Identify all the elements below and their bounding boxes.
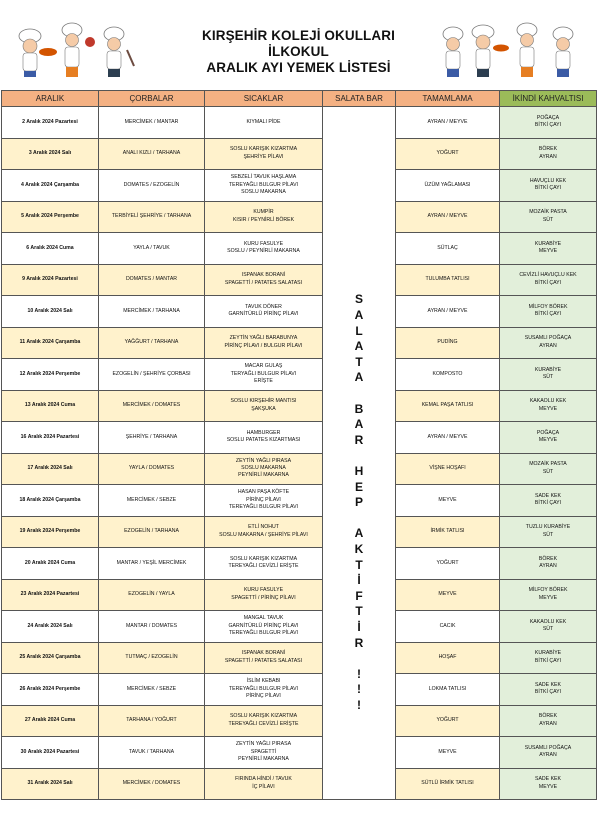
menu-row bbox=[2, 705, 597, 737]
date-cell: 6 Aralık 2024 Cuma bbox=[2, 233, 99, 265]
snack-line: CEVİZLİ HAVUÇLU KEK bbox=[519, 272, 577, 279]
snack-line: MOZAİK PASTA bbox=[529, 209, 567, 216]
soup-cell: MERCİMEK / SEBZE bbox=[99, 485, 205, 517]
extra-cell: AYRAN / MEYVE bbox=[396, 422, 500, 454]
hot-dish-line: TEREYAĞLI BULGUR PİLAVI bbox=[229, 181, 298, 188]
menu-row bbox=[2, 107, 597, 139]
extra-cell: YOĞURT bbox=[396, 548, 500, 580]
hot-dish-line: KUMPİR bbox=[253, 209, 274, 216]
table-header-row bbox=[2, 91, 597, 107]
hot-dish-line: SOSLU MAKARNA bbox=[241, 465, 286, 472]
salad-bar-letter: R bbox=[354, 635, 364, 650]
hot-dish-cell bbox=[205, 642, 323, 674]
hot-dish-line: SPAGETTİ / PATATES SALATASI bbox=[224, 279, 303, 286]
hot-dish-line: SPAGETTİ / PİRİNÇ PİLAVI bbox=[231, 594, 296, 601]
date-cell: 24 Aralık 2024 Salı bbox=[2, 611, 99, 643]
afternoon-snack-cell bbox=[500, 201, 597, 233]
afternoon-snack-cell bbox=[500, 674, 597, 706]
hot-dish-cell bbox=[205, 485, 323, 517]
afternoon-snack-cell bbox=[500, 768, 597, 800]
snack-line: KURABİYE bbox=[534, 650, 562, 657]
menu-row bbox=[2, 516, 597, 548]
hot-dish-line: SOSLU / PEYNİRLİ MAKARNA bbox=[227, 248, 300, 255]
afternoon-snack-cell bbox=[500, 453, 597, 485]
date-cell: 31 Aralık 2024 Salı bbox=[2, 768, 99, 800]
hot-dish-line: PİRİNÇ PİLAVI / BULGUR PİLAVI bbox=[224, 342, 303, 349]
soup-cell: MANTAR / YEŞİL MERCİMEK bbox=[99, 548, 205, 580]
hot-dish-line: TEREYAĞLI CEVİZLİ ERİŞTE bbox=[228, 720, 299, 727]
afternoon-snack-cell bbox=[500, 705, 597, 737]
extra-cell: AYRAN / MEYVE bbox=[396, 201, 500, 233]
afternoon-snack-cell bbox=[500, 642, 597, 674]
hot-dish-line: PEYNİRLİ MAKARNA bbox=[238, 472, 289, 479]
hot-dish-line: SOSLU MAKARNA bbox=[241, 188, 286, 195]
header-soup: ÇORBALAR bbox=[99, 91, 205, 107]
snack-line: MEYVE bbox=[538, 437, 558, 444]
hot-dish-line: MANGAL TAVUK bbox=[243, 615, 284, 622]
snack-line: SADE KEK bbox=[535, 681, 561, 688]
extra-cell: KEMAL PAŞA TATLISI bbox=[396, 390, 500, 422]
afternoon-snack-cell bbox=[500, 737, 597, 769]
school-section: İLKOKUL bbox=[268, 44, 329, 59]
hot-dish-line: ERİŞTE bbox=[254, 377, 273, 384]
snack-line: MEYVE bbox=[538, 248, 558, 255]
hot-dish-cell bbox=[205, 453, 323, 485]
soup-cell: EZOGELİN / TARHANA bbox=[99, 516, 205, 548]
date-cell: 26 Aralık 2024 Perşembe bbox=[2, 674, 99, 706]
snack-line: BÖREK bbox=[538, 146, 558, 153]
soup-cell: ŞEHRİYE / TARHANA bbox=[99, 422, 205, 454]
salad-bar-letter: T bbox=[355, 354, 363, 369]
hot-dish-line: PEYNİRLİ MAKARNA bbox=[238, 755, 289, 762]
afternoon-snack-cell bbox=[500, 327, 597, 359]
snack-line: BÖREK bbox=[538, 713, 558, 720]
snack-line: BÖREK bbox=[538, 555, 558, 562]
hot-dish-cell bbox=[205, 705, 323, 737]
date-cell: 23 Aralık 2024 Pazartesi bbox=[2, 579, 99, 611]
date-cell: 27 Aralık 2024 Cuma bbox=[2, 705, 99, 737]
snack-line: KURABİYE bbox=[534, 366, 562, 373]
salad-bar-letter: T bbox=[355, 604, 363, 619]
hot-dish-line: ISPANAK BORANİ bbox=[241, 272, 286, 279]
salad-bar-letter: F bbox=[355, 588, 363, 603]
menu-row bbox=[2, 264, 597, 296]
date-cell: 3 Aralık 2024 Salı bbox=[2, 138, 99, 170]
school-name: KIRŞEHİR KOLEJİ OKULLARI bbox=[202, 28, 395, 43]
salad-bar-letter: L bbox=[355, 323, 363, 338]
snack-line: KAKAOLU KEK bbox=[529, 398, 567, 405]
hot-dish-cell bbox=[205, 674, 323, 706]
snack-line: POĞAÇA bbox=[536, 429, 560, 436]
menu-row bbox=[2, 674, 597, 706]
hot-dish-line: MACAR GULAŞ bbox=[244, 363, 283, 370]
date-cell: 25 Aralık 2024 Çarşamba bbox=[2, 642, 99, 674]
snack-line: AYRAN bbox=[539, 563, 557, 570]
hot-dish-line: ZEYTİN YAĞLI PIRASA bbox=[235, 457, 292, 464]
soup-cell: MERCİMEK / DOMATES bbox=[99, 390, 205, 422]
menu-row bbox=[2, 642, 597, 674]
snack-line: MOZAİK PASTA bbox=[529, 461, 567, 468]
salad-bar-letter: ! bbox=[357, 666, 361, 681]
hot-dish-cell bbox=[205, 327, 323, 359]
hot-dish-line: GARNİTÜRLÜ PİRİNÇ PİLAVI bbox=[228, 311, 299, 318]
snack-line: SÜT bbox=[542, 216, 554, 223]
date-cell: 16 Aralık 2024 Pazartesi bbox=[2, 422, 99, 454]
soup-cell: YAYLA / TAVUK bbox=[99, 233, 205, 265]
hot-dish-line: TEREYAĞLI CEVİZLİ ERİŞTE bbox=[228, 563, 299, 570]
soup-cell: MERCİMEK / TARHANA bbox=[99, 296, 205, 328]
afternoon-snack-cell bbox=[500, 264, 597, 296]
hot-dish-line: HASAN PAŞA KÖFTE bbox=[237, 489, 290, 496]
extra-cell: TULUMBA TATLISI bbox=[396, 264, 500, 296]
hot-dish-line: TERYAĞLI BULGUR PİLAVI bbox=[230, 370, 297, 377]
hot-dish-line: KURU FASULYE bbox=[243, 240, 284, 247]
page-header bbox=[0, 0, 597, 90]
snack-line: BİTKİ ÇAYI bbox=[534, 689, 562, 696]
afternoon-snack-cell bbox=[500, 548, 597, 580]
page-title: ARALIK AYI YEMEK LİSTESİ bbox=[206, 60, 391, 75]
afternoon-snack-cell bbox=[500, 422, 597, 454]
snack-line: SÜT bbox=[542, 374, 554, 381]
snack-line: SÜT bbox=[542, 468, 554, 475]
menu-table bbox=[1, 90, 597, 800]
menu-row bbox=[2, 453, 597, 485]
afternoon-snack-cell bbox=[500, 611, 597, 643]
extra-cell: MEYVE bbox=[396, 579, 500, 611]
snack-line: POĞAÇA bbox=[536, 114, 560, 121]
extra-cell: MEYVE bbox=[396, 737, 500, 769]
snack-line: SÜT bbox=[542, 531, 554, 538]
afternoon-snack-cell bbox=[500, 138, 597, 170]
hot-dish-line: SOSLU KARIŞIK KIZARTMA bbox=[229, 146, 298, 153]
afternoon-snack-cell bbox=[500, 296, 597, 328]
hot-dish-cell bbox=[205, 768, 323, 800]
extra-cell: MEYVE bbox=[396, 485, 500, 517]
salad-bar-letter: R bbox=[354, 432, 364, 447]
hot-dish-cell bbox=[205, 611, 323, 643]
soup-cell: TUTMAÇ / EZOGELİN bbox=[99, 642, 205, 674]
extra-cell: LOKMA TATLISI bbox=[396, 674, 500, 706]
extra-cell: AYRAN / MEYVE bbox=[396, 107, 500, 139]
extra-cell: AYRAN / MEYVE bbox=[396, 296, 500, 328]
menu-row bbox=[2, 768, 597, 800]
hot-dish-cell bbox=[205, 390, 323, 422]
header-extra: TAMAMLAMA bbox=[396, 91, 500, 107]
afternoon-snack-cell bbox=[500, 233, 597, 265]
snack-line: AYRAN bbox=[539, 153, 557, 160]
hot-dish-line: SOSLU MAKARNA / ŞEHRİYE PİLAVI bbox=[219, 531, 308, 538]
hot-dish-line: TAVUK DÖNER bbox=[245, 303, 282, 310]
date-cell: 20 Aralık 2024 Cuma bbox=[2, 548, 99, 580]
snack-line: AYRAN bbox=[539, 720, 557, 727]
date-cell: 18 Aralık 2024 Çarşamba bbox=[2, 485, 99, 517]
menu-body bbox=[2, 107, 597, 800]
extra-cell: KOMPOSTO bbox=[396, 359, 500, 391]
date-cell: 19 Aralık 2024 Perşembe bbox=[2, 516, 99, 548]
afternoon-snack-cell bbox=[500, 359, 597, 391]
hot-dish-line: PİRİNÇ PİLAVI bbox=[246, 692, 281, 699]
hot-dish-line: KIYMALI PİDE bbox=[246, 118, 281, 125]
hot-dish-cell bbox=[205, 138, 323, 170]
snack-line: MEYVE bbox=[538, 405, 558, 412]
header-afternoon-snack: İKİNDİ KAHVALTISI bbox=[500, 91, 597, 107]
hot-dish-cell bbox=[205, 737, 323, 769]
hot-dish-line: TEREYAĞLI BULGUR PİLAVI bbox=[229, 503, 298, 510]
hot-dish-cell bbox=[205, 296, 323, 328]
hot-dish-line: İÇ PİLAVI bbox=[252, 783, 275, 790]
snack-line: KURABİYE bbox=[534, 240, 562, 247]
snack-line: MEYVE bbox=[538, 594, 558, 601]
soup-cell: YAĞĞURT / TARHANA bbox=[99, 327, 205, 359]
afternoon-snack-cell bbox=[500, 170, 597, 202]
snack-line: MİLFOY BÖREK bbox=[528, 303, 568, 310]
hot-dish-cell bbox=[205, 264, 323, 296]
hot-dish-line: PİRİNÇ PİLAVI bbox=[246, 496, 281, 503]
hot-dish-cell bbox=[205, 422, 323, 454]
hot-dish-line: SPAGETTİ bbox=[250, 748, 277, 755]
hot-dish-cell bbox=[205, 107, 323, 139]
soup-cell: DOMATES / EZOGELİN bbox=[99, 170, 205, 202]
extra-cell: YOĞURT bbox=[396, 705, 500, 737]
salad-bar-letter: ! bbox=[357, 682, 361, 697]
hot-dish-line: SEBZELİ TAVUK HAŞLAMA bbox=[230, 174, 297, 181]
hot-dish-line: GARNİTÜRLÜ PİRİNÇ PİLAVI bbox=[228, 622, 299, 629]
menu-row bbox=[2, 737, 597, 769]
hot-dish-line: ŞEHRİYE PİLAVI bbox=[243, 153, 284, 160]
date-cell: 2 Aralık 2024 Pazartesi bbox=[2, 107, 99, 139]
snack-line: MEYVE bbox=[538, 783, 558, 790]
header-salad-bar: SALATA BAR bbox=[323, 91, 396, 107]
snack-line: KAKAOLU KEK bbox=[529, 618, 567, 625]
afternoon-snack-cell bbox=[500, 579, 597, 611]
hot-dish-line: SOSLU KARIŞIK KIZARTMA bbox=[229, 713, 298, 720]
extra-cell: İRMİK TATLISI bbox=[396, 516, 500, 548]
salad-bar-letter: S bbox=[354, 292, 363, 307]
extra-cell: CACIK bbox=[396, 611, 500, 643]
extra-cell: VİŞNE HOŞAFI bbox=[396, 453, 500, 485]
afternoon-snack-cell bbox=[500, 516, 597, 548]
soup-cell: MANTAR / DOMATES bbox=[99, 611, 205, 643]
date-cell: 13 Aralık 2024 Cuma bbox=[2, 390, 99, 422]
soup-cell: TARHANA / YOĞURT bbox=[99, 705, 205, 737]
hot-dish-line: KISIR / PEYNİRLİ BÖREK bbox=[232, 216, 295, 223]
salad-bar-letter: P bbox=[354, 495, 363, 510]
snack-line: TUZLU KURABİYE bbox=[525, 524, 571, 531]
hot-dish-cell bbox=[205, 579, 323, 611]
hot-dish-cell bbox=[205, 548, 323, 580]
soup-cell: TERBİYELİ ŞEHRİYE / TARHANA bbox=[99, 201, 205, 233]
menu-row bbox=[2, 548, 597, 580]
hot-dish-cell bbox=[205, 201, 323, 233]
header-hot: SICAKLAR bbox=[205, 91, 323, 107]
chef-illustration-right bbox=[435, 22, 585, 82]
snack-line: BİTKİ ÇAYI bbox=[534, 500, 562, 507]
header-date: ARALIK bbox=[2, 91, 99, 107]
salad-bar-letter: H bbox=[354, 464, 364, 479]
hot-dish-line: SOSLU PATATES KIZARTMASI bbox=[226, 437, 301, 444]
salad-bar-letter: B bbox=[354, 401, 364, 416]
salad-bar-letter: A bbox=[354, 370, 364, 385]
extra-cell: ÜZÜM YAĞLAMASI bbox=[396, 170, 500, 202]
date-cell: 9 Aralık 2024 Pazartesi bbox=[2, 264, 99, 296]
afternoon-snack-cell bbox=[500, 485, 597, 517]
extra-cell: HOŞAF bbox=[396, 642, 500, 674]
date-cell: 4 Aralık 2024 Çarşamba bbox=[2, 170, 99, 202]
date-cell: 12 Aralık 2024 Perşembe bbox=[2, 359, 99, 391]
hot-dish-cell bbox=[205, 359, 323, 391]
title-block bbox=[150, 28, 447, 76]
menu-row bbox=[2, 170, 597, 202]
salad-bar-letter: A bbox=[354, 526, 364, 541]
snack-line: SADE KEK bbox=[535, 776, 561, 783]
extra-cell: PUDİNG bbox=[396, 327, 500, 359]
menu-row bbox=[2, 138, 597, 170]
date-cell: 5 Aralık 2024 Perşembe bbox=[2, 201, 99, 233]
menu-row bbox=[2, 485, 597, 517]
salad-bar-letter: K bbox=[354, 541, 364, 556]
extra-cell: SÜTLAÇ bbox=[396, 233, 500, 265]
soup-cell: DOMATES / MANTAR bbox=[99, 264, 205, 296]
menu-row bbox=[2, 579, 597, 611]
date-cell: 10 Aralık 2024 Salı bbox=[2, 296, 99, 328]
snack-line: BİTKİ ÇAYI bbox=[534, 122, 562, 129]
soup-cell: YAYLA / DOMATES bbox=[99, 453, 205, 485]
date-cell: 11 Aralık 2024 Çarşamba bbox=[2, 327, 99, 359]
salad-bar-letter: A bbox=[354, 339, 364, 354]
hot-dish-line: KURU FASULYE bbox=[243, 587, 284, 594]
menu-row bbox=[2, 327, 597, 359]
menu-row bbox=[2, 359, 597, 391]
hot-dish-line: ŞAKŞUKA bbox=[251, 405, 276, 412]
snack-line: SUSAMLI POĞAÇA bbox=[524, 744, 572, 751]
salad-bar-letter: İ bbox=[357, 619, 361, 634]
menu-row bbox=[2, 422, 597, 454]
snack-line: SÜT bbox=[542, 626, 554, 633]
salad-bar-letter: İ bbox=[357, 573, 361, 588]
salad-bar-letter: T bbox=[355, 557, 363, 572]
hot-dish-line: TEREYAĞLI BULGUR PİLAVI bbox=[229, 685, 298, 692]
hot-dish-line: SOSLU KARIŞIK KIZARTMA bbox=[229, 555, 298, 562]
salad-bar-letter: E bbox=[354, 479, 363, 494]
snack-line: AYRAN bbox=[539, 752, 557, 759]
hot-dish-line: ETLİ NOHUT bbox=[248, 524, 279, 531]
hot-dish-cell bbox=[205, 516, 323, 548]
soup-cell: MERCİMEK / SEBZE bbox=[99, 674, 205, 706]
afternoon-snack-cell bbox=[500, 107, 597, 139]
snack-line: BİTKİ ÇAYI bbox=[534, 279, 562, 286]
salad-bar-note bbox=[323, 107, 396, 800]
chef-illustration-left bbox=[10, 22, 140, 82]
hot-dish-line: TEREYAĞLI BULGUR PİLAVI bbox=[229, 629, 298, 636]
menu-row bbox=[2, 296, 597, 328]
salad-bar-letter: A bbox=[354, 417, 364, 432]
soup-cell: ANALI KIZLI / TARHANA bbox=[99, 138, 205, 170]
hot-dish-line: İSLİM KEBABI bbox=[246, 678, 281, 685]
snack-line: HAVUÇLU KEK bbox=[529, 177, 567, 184]
hot-dish-cell bbox=[205, 233, 323, 265]
salad-bar-vertical-text bbox=[323, 192, 395, 713]
soup-cell: MERCİMEK / MANTAR bbox=[99, 107, 205, 139]
snack-line: MİLFOY BÖREK bbox=[528, 587, 568, 594]
date-cell: 17 Aralık 2024 Salı bbox=[2, 453, 99, 485]
menu-row bbox=[2, 390, 597, 422]
snack-line: SADE KEK bbox=[535, 492, 561, 499]
soup-cell: TAVUK / TARHANA bbox=[99, 737, 205, 769]
hot-dish-line: FIRINDA HİNDİ / TAVUK bbox=[235, 776, 292, 783]
snack-line: SUSAMLI POĞAÇA bbox=[524, 335, 572, 342]
extra-cell: YOĞURT bbox=[396, 138, 500, 170]
soup-cell: EZOGELİN / ŞEHRİYE ÇORBASI bbox=[99, 359, 205, 391]
snack-line: BİTKİ ÇAYI bbox=[534, 185, 562, 192]
hot-dish-line: SPAGETTİ / PATATES SALATASI bbox=[224, 657, 303, 664]
soup-cell: MERCİMEK / DOMATES bbox=[99, 768, 205, 800]
snack-line: BİTKİ ÇAYI bbox=[534, 657, 562, 664]
hot-dish-line: ZEYTİN YAĞLI PIRASA bbox=[235, 741, 292, 748]
afternoon-snack-cell bbox=[500, 390, 597, 422]
snack-line: AYRAN bbox=[539, 342, 557, 349]
salad-bar-letter: A bbox=[354, 308, 364, 323]
menu-row bbox=[2, 233, 597, 265]
date-cell: 30 Aralık 2024 Pazartesi bbox=[2, 737, 99, 769]
soup-cell: EZOGELİN / YAYLA bbox=[99, 579, 205, 611]
hot-dish-line: ISPANAK BORANİ bbox=[241, 650, 286, 657]
hot-dish-line: HAMBURGER bbox=[246, 429, 281, 436]
menu-row bbox=[2, 611, 597, 643]
snack-line: BİTKİ ÇAYI bbox=[534, 311, 562, 318]
salad-bar-letter: ! bbox=[357, 697, 361, 712]
hot-dish-line: SOSLU KIRŞEHİR MANTISI bbox=[230, 398, 297, 405]
hot-dish-line: ZEYTİN YAĞLI BARABUNYA bbox=[229, 335, 298, 342]
extra-cell: SÜTLÜ İRMİK TATLISI bbox=[396, 768, 500, 800]
menu-row bbox=[2, 201, 597, 233]
hot-dish-cell bbox=[205, 170, 323, 202]
